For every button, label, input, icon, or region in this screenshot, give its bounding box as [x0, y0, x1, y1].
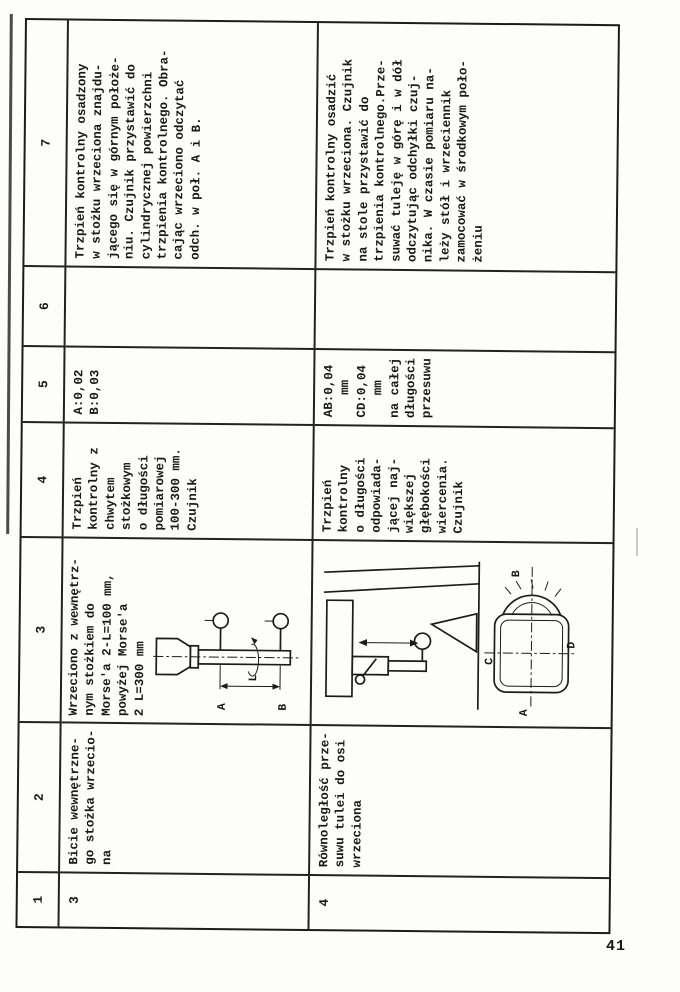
inspection-table-rotated — [15, 18, 619, 934]
label-c: C — [483, 657, 497, 665]
label-l: L — [247, 674, 261, 682]
column-header-6: 6 — [24, 265, 67, 345]
hatch-1 — [505, 587, 511, 594]
row3-method: Trzpień kontrolny osadzony w stożku wrzeciona znajdu- jącego się w górnym położe- niu. Czujnik przystawić do cylindrycznej powierzchni trzpienia kontrolnego. Obra- cając wrzeciono odczytać odch. w poł. A i B. — [66, 20, 319, 268]
dial-indicator-icon — [414, 633, 430, 649]
scan-edge-artifact — [6, 14, 12, 534]
axis-centerline — [153, 656, 300, 658]
label-b: B — [510, 570, 524, 578]
column-header-2: 2 — [18, 721, 62, 871]
scan-streak-artifact — [636, 528, 638, 556]
row3-schematic-cell — [62, 536, 314, 724]
label-b: B — [276, 703, 290, 711]
diagram-spindle-taper-runout — [150, 546, 308, 718]
column-edge-right — [324, 564, 479, 574]
label-a: A — [215, 703, 229, 711]
dim-arrow-up — [220, 683, 228, 689]
hatch-5 — [555, 589, 561, 597]
rotation-arrow — [248, 644, 259, 676]
column-header-7: 7 — [24, 20, 69, 265]
section-centerline-cd — [484, 653, 575, 654]
diagram-quill-travel-parallelism — [318, 548, 580, 721]
label-a: A — [517, 709, 531, 717]
column-edge-left — [324, 582, 479, 594]
indicator-stand — [431, 613, 476, 651]
dim-arrow-down — [273, 684, 281, 690]
row4-checked-feature: Równoległość prze- suwu tulei do osi wrzeciona — [310, 724, 611, 877]
feed-handle-ball — [356, 675, 365, 684]
column-header-1: 1 — [17, 871, 60, 926]
row4-schematic-cell — [312, 539, 613, 727]
page-number: 41 — [606, 938, 627, 955]
machine-head — [326, 600, 353, 696]
row3-col6-empty — [66, 265, 317, 348]
feed-handle — [363, 659, 376, 676]
dial-indicator-a-icon — [213, 613, 228, 628]
row4-method: Trzpień kontrolny osadzić w stożku wrzeciona. Czujnik na stole przystawić do trzpienia kontrolnego.Prze- suwać tuleję w górę i w dół odczytując odchyłki czuj- nika. W czasie pomiaru na- leży stół i wrzeciennik zamocować w środkowym poło- żeniu — [323, 58, 486, 263]
column-header-4: 4 — [22, 421, 65, 536]
row4-measuring-tools: Trzpień kontrolny o długości odpowiada- jącej naj- większej głębokości wiercenia. Czujnik — [314, 424, 614, 542]
travel-arrow-up — [358, 639, 367, 646]
row3-checked-feature: Bicie wewnętrzne- go stożka wrzecio- na — [60, 721, 312, 874]
column-header-3: 3 — [20, 536, 64, 721]
row4-col6-empty — [316, 268, 616, 351]
hatch-4 — [545, 581, 548, 590]
row4-number: 4 — [309, 874, 609, 932]
inspection-table — [15, 18, 619, 934]
test-mandrel — [388, 661, 426, 671]
label-d: D — [565, 641, 579, 649]
row3-tolerance: A:0,02 B:0,03 — [65, 345, 316, 424]
rotated-table-region — [25, 18, 620, 933]
row3-measuring-tools: Trzpień kontrolny z chwytem stożkowym o długości pomiarowej 100-300 mm. Czujnik — [64, 421, 315, 539]
rotation-arrowhead — [251, 637, 258, 644]
dial-indicator-b-icon — [273, 614, 288, 629]
column-header-5: 5 — [23, 345, 66, 421]
travel-arrow-line — [362, 643, 414, 644]
dimension-line-l — [222, 686, 278, 687]
row3-number: 3 — [59, 871, 310, 929]
row4-tolerance: AB:0,04 mm CD:0,04 mm na całej długości przesuwu — [315, 348, 615, 427]
row3-schematic-note: Wrzeciono z wewnętrz- nym stożkiem do Morse'a 2-L=100 mm, powyżej Morse'a 2 L=300 mm — [66, 557, 148, 717]
hatch-2 — [516, 581, 521, 589]
section-centerline-ab — [531, 564, 532, 706]
